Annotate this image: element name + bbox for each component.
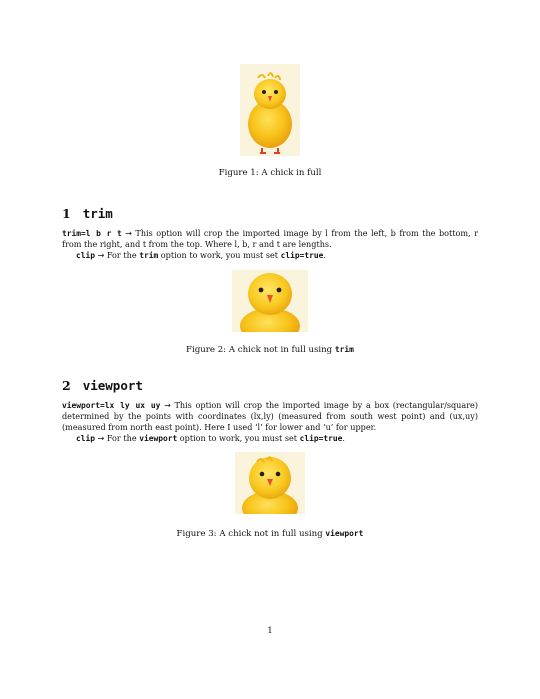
section-1-clip-note bbox=[62, 250, 478, 261]
arrow-icon: → bbox=[164, 401, 171, 410]
clip-code: clip bbox=[76, 251, 96, 260]
section-2-number: 2 bbox=[62, 378, 71, 393]
section-1-number: 1 bbox=[62, 206, 71, 221]
arrow-icon: → bbox=[97, 251, 105, 260]
section-1-title: trim bbox=[82, 206, 113, 221]
figure-2-caption-text: Figure 2: A chick not in full using bbox=[186, 345, 335, 355]
section-1-paragraph bbox=[62, 228, 478, 250]
clip-note-text: For the bbox=[104, 250, 140, 260]
clip-note-text-2: option to work, you must set bbox=[158, 250, 281, 260]
viewport-description: This option will crop the imported image by a box (rectangular/square) determined by the points with coordinates (lx,ly) (measured from south west point) and (ux,uy) (measured from north east point). Here I used ‘l’ for lower and ‘u’ for upper. bbox=[62, 400, 479, 433]
chick-viewport-image bbox=[235, 452, 305, 514]
figure-3-caption-code: viewport bbox=[325, 529, 364, 538]
chick-full-image bbox=[240, 64, 300, 156]
viewport-code-inline: viewport bbox=[139, 434, 178, 443]
clip-note-text-2: option to work, you must set bbox=[177, 433, 300, 443]
section-2-title: viewport bbox=[82, 378, 143, 393]
figure-2-caption-code: trim bbox=[334, 345, 354, 354]
clip-true-code: clip=true bbox=[280, 251, 324, 260]
arrow-icon: → bbox=[97, 434, 105, 443]
chick-trim-image bbox=[232, 270, 308, 332]
trim-option-code: trim=l b r t bbox=[62, 229, 122, 238]
clip-note-text: For the bbox=[104, 433, 140, 443]
trim-description: This option will crop the imported image by l from the left, b from the bottom, r from the right, and t from the top. Where l, b, r and t are lengths. bbox=[62, 228, 478, 250]
clip-note-end: . bbox=[323, 250, 326, 260]
page-number: 1 bbox=[267, 626, 273, 636]
figure-2 bbox=[0, 270, 540, 356]
trim-code-inline: trim bbox=[139, 251, 159, 260]
figure-3-caption-text: Figure 3: A chick not in full using bbox=[176, 529, 326, 539]
figure-3 bbox=[0, 452, 540, 540]
figure-1 bbox=[0, 64, 540, 179]
figure-1-caption: Figure 1: A chick in full bbox=[218, 168, 322, 178]
section-2-heading bbox=[62, 378, 143, 393]
figure-2-caption bbox=[0, 344, 540, 356]
section-2-clip-note bbox=[62, 433, 478, 444]
clip-code: clip bbox=[76, 434, 96, 443]
clip-true-code: clip=true bbox=[299, 434, 343, 443]
arrow-icon: → bbox=[125, 229, 132, 238]
figure-3-caption bbox=[0, 528, 540, 540]
viewport-option-code: viewport=lx ly ux uy bbox=[62, 401, 161, 410]
section-2-paragraph bbox=[62, 400, 478, 434]
section-1-heading bbox=[62, 206, 113, 221]
clip-note-end: . bbox=[342, 433, 345, 443]
